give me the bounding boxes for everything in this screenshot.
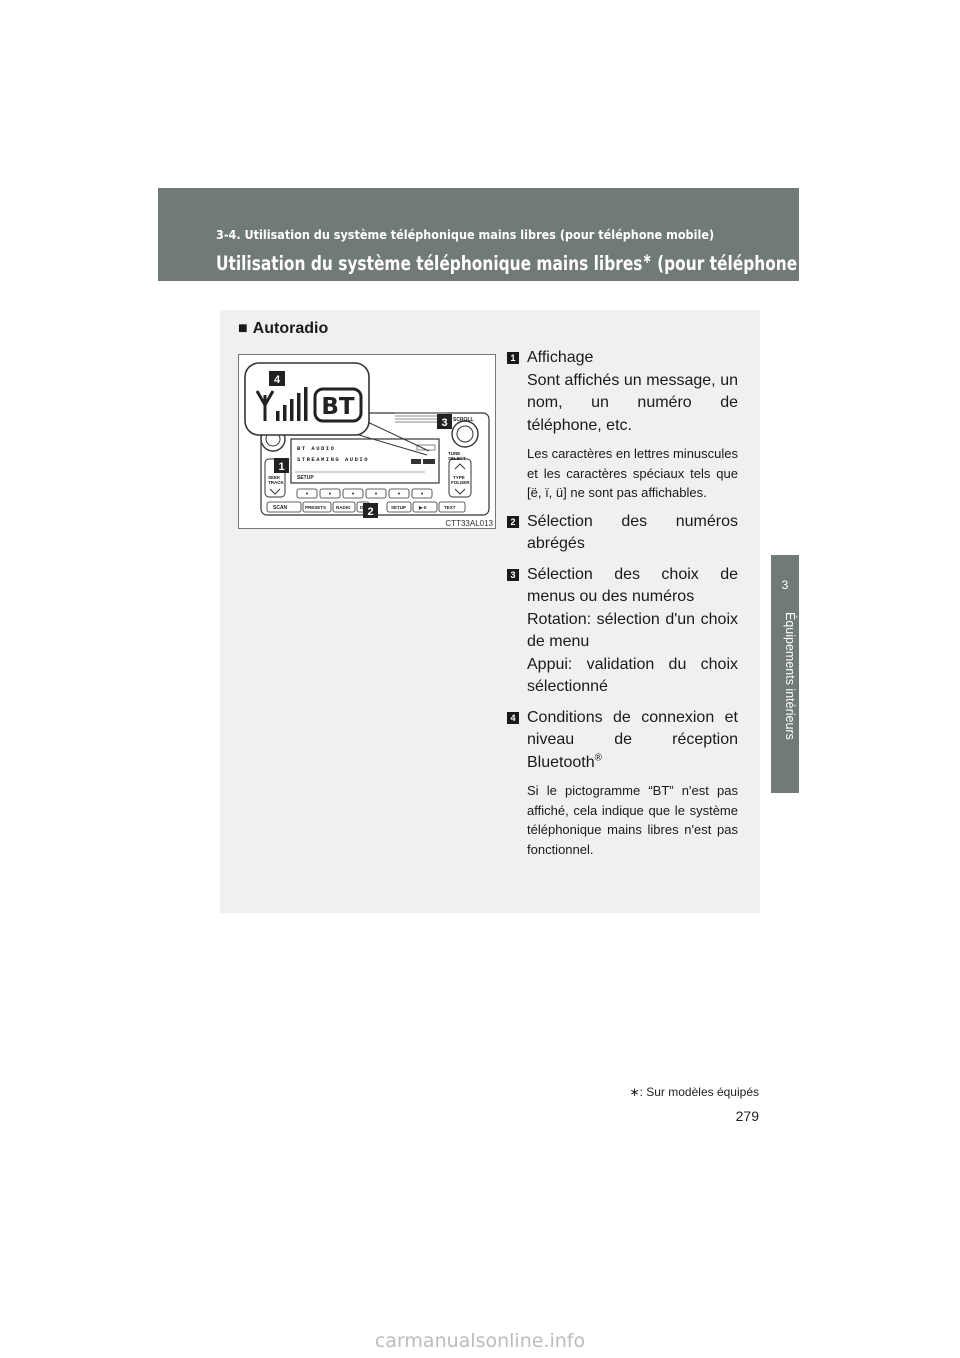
list-item-4 (507, 707, 738, 860)
chapter-label: Équipements intérieurs (783, 612, 797, 740)
setup-button-label: SETUP (391, 505, 407, 510)
display-line-2: STREAMING AUDIO (297, 456, 370, 463)
item-title: Affichage (527, 349, 594, 366)
display-line-3: SETUP (297, 475, 314, 481)
radio-label: RADIO (336, 505, 351, 510)
display-indicator-2 (411, 459, 421, 464)
callout-4-number: 4 (273, 374, 281, 386)
right-knob (452, 421, 478, 447)
list-item-2 (507, 511, 738, 556)
scroll-label: SCROLL (453, 417, 474, 423)
item-title (527, 707, 738, 775)
footnote: ∗: Sur modèles équipés (629, 1085, 759, 1099)
seek-label: SEEK (268, 475, 281, 480)
item-title-text: Conditions de connexion et niveau de réception Bluetooth (527, 708, 738, 771)
explanation-list (507, 347, 738, 867)
list-item-1 (507, 347, 738, 503)
section-breadcrumb: 3-4. Utilisation du système téléphonique mains libres (pour téléphone mobile) (216, 227, 715, 242)
watermark: carmanualsonline.info (374, 1330, 586, 1352)
item-note: Les caractères en lettres minuscules et les caractères spéciaux tels que [ë, ï, ü] ne sont pas affichables. (527, 446, 738, 500)
section-heading (238, 320, 328, 338)
page-number: 279 (735, 1108, 759, 1124)
folder-label: FOLDER (451, 480, 470, 485)
figure-code: CTT33AL013 (445, 519, 493, 528)
item-note: Si le pictogramme “BT” n'est pas affiché, cela indique que le système téléphonique mains libres n'est pas fonctionnel. (527, 783, 738, 857)
radio-illustration (238, 354, 496, 529)
section-heading-text: Autoradio (252, 320, 329, 337)
item-number-badge: 4 (507, 712, 519, 724)
tune-label: TUNE (448, 451, 461, 456)
item-title: Sélection des choix de menus ou des numéros (527, 565, 738, 605)
callout-2-number: 2 (367, 506, 374, 518)
callout-3-number: 3 (441, 417, 448, 429)
bt-icon-text: BT (321, 394, 355, 420)
d-label: D (360, 505, 364, 510)
play-pause-label: ▶·II (419, 505, 427, 510)
page-title-suffix: (pour téléphone mobile) (651, 252, 869, 275)
scan-label: SCAN (273, 505, 288, 511)
type-label: TYPE (453, 475, 465, 480)
section-marker: ■ (238, 320, 248, 337)
title-asterisk: ∗ (642, 251, 652, 267)
item-rotation-text: Rotation: sélection d'un choix de menu (527, 610, 738, 650)
item-number-badge: 3 (507, 569, 519, 581)
item-title: Sélection des numéros abrégés (527, 512, 738, 552)
presets-label: PRESETS (305, 505, 327, 510)
callout-1-number: 1 (278, 461, 285, 473)
text-button-label: TEXT (444, 505, 456, 510)
page-title (216, 251, 868, 275)
registered-mark: ® (594, 752, 602, 764)
select-label: SELECT (448, 456, 466, 461)
list-item-3 (507, 564, 738, 699)
item-press-text: Appui: validation du choix sélectionné (527, 655, 738, 695)
track-label: TRACK (268, 480, 284, 485)
item-description: Sont affichés un message, un nom, un numéro de téléphone, etc. (527, 371, 738, 434)
radio-drawing (239, 355, 496, 529)
display-line-1: BT AUDIO (297, 445, 336, 452)
chapter-number: 3 (781, 578, 789, 592)
display-indicator-3 (423, 459, 435, 464)
item-number-badge: 2 (507, 516, 519, 528)
item-number-badge: 1 (507, 352, 519, 364)
page-title-main: Utilisation du système téléphonique mains libres (216, 252, 643, 275)
